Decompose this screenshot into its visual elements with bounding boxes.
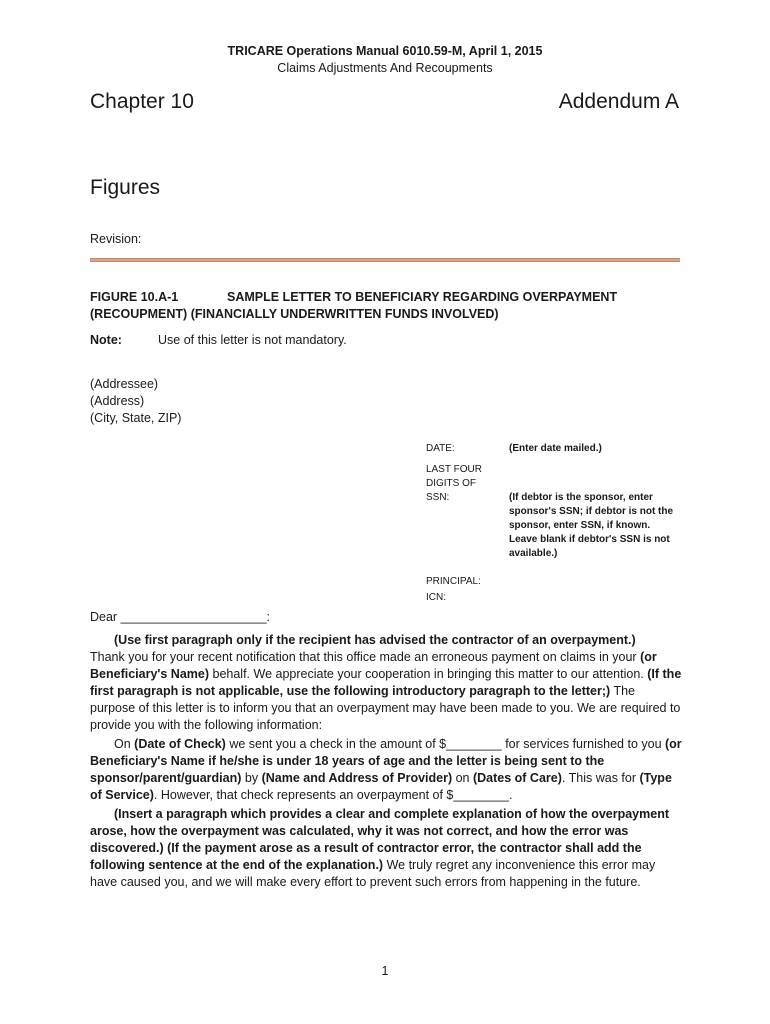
ssn-label-line: SSN: — [426, 492, 450, 503]
header-title: TRICARE Operations Manual 6010.59-M, April 1, 2015 — [227, 44, 543, 58]
ssn-field-row — [426, 463, 686, 575]
header-subtitle: Claims Adjustments And Recoupments — [277, 61, 493, 75]
ssn-label-line: LAST FOUR — [426, 464, 482, 475]
icn-field-row — [426, 591, 686, 607]
section-title: Figures — [90, 176, 161, 199]
figure-number: FIGURE 10.A-1 — [90, 290, 179, 304]
ssn-value-line: sponsor, enter SSN, if known. — [509, 520, 651, 531]
principal-label: PRINCIPAL: — [426, 576, 481, 587]
ssn-value-line: Leave blank if debtor's SSN is not — [509, 534, 670, 545]
ssn-label-line: DIGITS OF — [426, 478, 476, 489]
ssn-value-line: (If debtor is the sponsor, enter — [509, 492, 653, 503]
date-field-row — [426, 442, 686, 463]
addendum-label: Addendum A — [558, 90, 679, 113]
note — [90, 333, 347, 347]
addressee-line: (Addressee) — [90, 377, 159, 391]
note-label: Note: — [90, 333, 122, 347]
address-block — [90, 376, 181, 427]
letter-body — [90, 632, 682, 893]
divider-rule — [90, 258, 680, 262]
ssn-value-line: sponsor's SSN; if debtor is not the — [509, 506, 674, 517]
icn-label: ICN: — [426, 592, 446, 603]
address-line: (Address) — [90, 394, 145, 408]
figure-title-line2: (RECOUPMENT) (FINANCIALLY UNDERWRITTEN FUNDS INVOLVED) — [90, 307, 499, 321]
city-state-zip-line: (City, State, ZIP) — [90, 411, 182, 425]
figure-title — [90, 289, 680, 323]
paragraph-2: On (Date of Check) we sent you a check in the amount of $________ for services furnished to you (or Beneficiary's Name if he/she is under 18 years of age and the letter is being sent to the sponsor/parent/guardian) by (Name and Address of Provider) on (Dates of Care). This was for (Type of Service). However, that check represents an overpayment of $________. — [90, 737, 682, 802]
note-text: Use of this letter is not mandatory. — [158, 333, 347, 347]
revision-label: Revision: — [90, 232, 142, 246]
date-value: (Enter date mailed.) — [509, 443, 602, 454]
page-number: 1 — [381, 964, 389, 978]
paragraph-1: (Use first paragraph only if the recipient has advised the contractor of an overpayment.) Thank you for your recent notification that this office made an erroneous payment on claims in your (or Beneficiary's Name) behalf. We appreciate your cooperation in bringing this matter to our attention. (If the first paragraph is not applicable, use the following introductory paragraph to the letter;) The purpose of this letter is to inform you that an overpayment may have been made to you. We are required to provide you with the following information: — [90, 633, 682, 732]
paragraph-3: (Insert a paragraph which provides a clear and complete explanation of how the overpayment arose, how the overpayment was calculated, why it was not correct, and how the error was discovered.) (If the payment arose as a result of contractor error, the contractor shall add the following sentence at the end of the explanation.) We truly regret any inconvenience this error may have caused you, and we will make every effort to prevent such errors from happening in the future. — [90, 807, 669, 889]
salutation: Dear _____________________: — [90, 610, 271, 624]
figure-title-line1: SAMPLE LETTER TO BENEFICIARY REGARDING OVERPAYMENT — [227, 290, 618, 304]
principal-field-row — [426, 575, 686, 591]
ssn-value-line: available.) — [509, 548, 558, 559]
chapter-label: Chapter 10 — [90, 90, 194, 113]
letter-fields — [426, 442, 686, 607]
date-label: DATE: — [426, 443, 455, 454]
